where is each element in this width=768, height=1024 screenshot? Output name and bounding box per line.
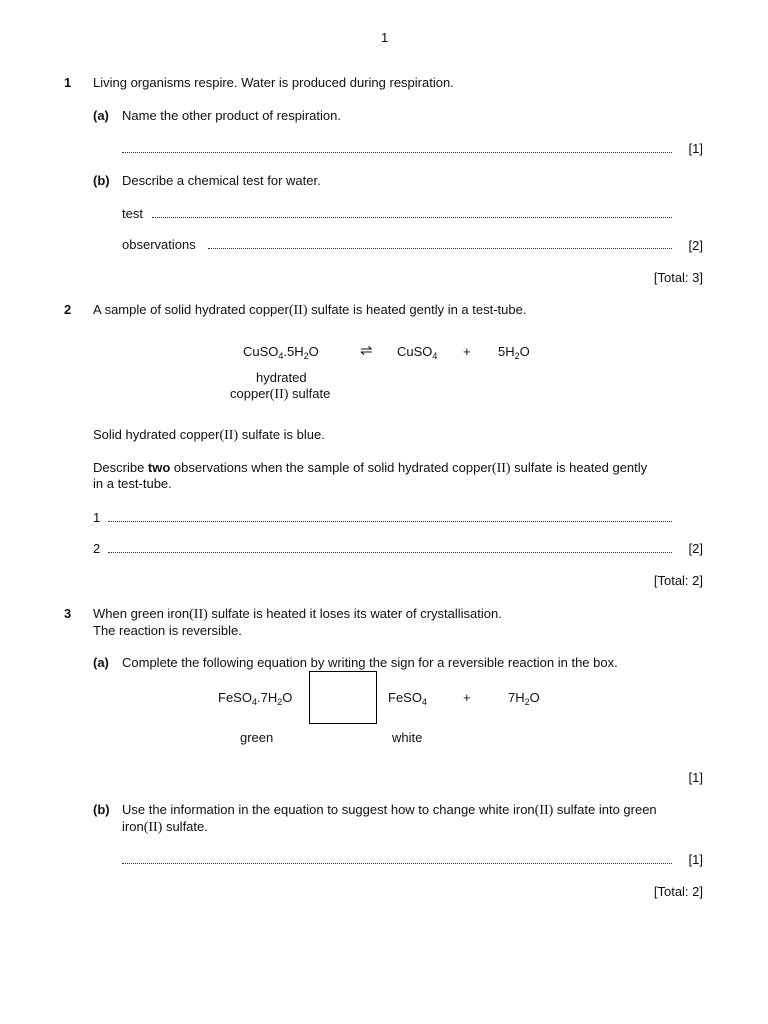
formula-part: 5H (498, 344, 515, 359)
oxidation-state: (II) (189, 607, 208, 622)
marks-2: [2] (688, 541, 703, 556)
question-2-colour-statement (93, 427, 325, 443)
formula-subscript: 2 (277, 697, 283, 707)
text: Use the information in the equation to suggest how to change white iron (122, 802, 535, 817)
question-3-number: 3 (64, 606, 72, 621)
oxidation-state: (II) (219, 428, 239, 443)
answer-1-label: 1 (93, 510, 101, 525)
question-2-stem (93, 302, 526, 318)
oxidation-state: (II) (269, 387, 289, 402)
product-colour-label: white (392, 730, 423, 745)
question-2-instruction-line-2: in a test-tube. (93, 476, 172, 491)
marks-1b: [2] (688, 238, 703, 253)
text: observations when the sample of solid hydrated copper (170, 460, 492, 475)
formula-part: CuSO (243, 344, 279, 359)
observations-label: observations (122, 237, 196, 252)
formula-part: O (282, 690, 293, 705)
oxidation-state: (II) (143, 820, 163, 835)
reactant-colour-label: green (240, 730, 274, 745)
reversible-arrow: ⇌ (360, 342, 373, 359)
answer-line-1b-test[interactable] (152, 217, 672, 218)
formula-part: O (519, 344, 530, 359)
question-3a-label: (a) (93, 655, 109, 670)
formula-subscript: 2 (514, 351, 520, 361)
formula-subscript: 2 (303, 351, 309, 361)
reactant-label-line-1: hydrated (256, 370, 307, 385)
marks-1a: [1] (688, 141, 703, 156)
formula-part: FeSO (218, 690, 252, 705)
formula-part: O (529, 690, 540, 705)
equation-3-product-1 (388, 690, 427, 705)
formula-subscript: 4 (251, 697, 257, 707)
formula-subscript: 4 (278, 351, 284, 361)
total-3: [Total: 2] (653, 884, 703, 899)
equation-product-1 (397, 344, 437, 359)
question-1-number: 1 (64, 75, 72, 90)
answer-line-3b[interactable] (122, 863, 672, 864)
answer-2-label: 2 (93, 541, 101, 556)
question-1a-text: Name the other product of respiration. (122, 108, 341, 123)
equation-reactant (243, 344, 319, 359)
oxidation-state: (II) (491, 461, 511, 476)
answer-line-1b-observations[interactable] (208, 248, 672, 249)
answer-line-1a[interactable] (122, 152, 672, 153)
text: iron (122, 819, 144, 834)
question-1a-label: (a) (93, 108, 109, 123)
text: Describe (93, 460, 148, 475)
formula-subscript: 4 (421, 697, 427, 707)
question-3a-text: Complete the following equation by writing the sign for a reversible reaction in the box. (122, 655, 618, 670)
reactant-label-line-2 (230, 386, 330, 402)
question-3-stem-line-1 (93, 606, 502, 622)
question-3b-text-line-1 (122, 802, 657, 818)
formula-part: 7H (508, 690, 525, 705)
total-2: [Total: 2] (653, 573, 703, 588)
question-3-stem-line-2: The reaction is reversible. (93, 623, 242, 638)
oxidation-state: (II) (534, 803, 554, 818)
formula-part: O (308, 344, 319, 359)
test-label: test (122, 206, 143, 221)
question-1b-text: Describe a chemical test for water. (122, 173, 321, 188)
equation-product-2 (498, 344, 530, 359)
oxidation-state: (II) (288, 303, 308, 318)
equation-3-product-2 (508, 690, 540, 705)
text: When green iron (93, 606, 190, 621)
text: sulfate is heated gently (510, 460, 648, 475)
question-3b-label: (b) (93, 802, 110, 817)
question-1-stem: Living organisms respire. Water is produced during respiration. (93, 75, 454, 90)
answer-line-2-2[interactable] (108, 552, 672, 553)
question-3b-text-line-2 (122, 819, 208, 835)
question-2-instruction-line-1 (93, 460, 647, 476)
formula-subscript: 4 (432, 351, 438, 361)
label-text: sulfate (288, 386, 331, 401)
marks-3b: [1] (688, 852, 703, 867)
equation-3-reactant (218, 690, 292, 705)
stem-text: A sample of solid hydrated copper (93, 302, 289, 317)
stem-text: sulfate is heated gently in a test-tube. (307, 302, 527, 317)
formula-part: CuSO (397, 344, 433, 359)
emphasis-text: two (147, 460, 171, 475)
text: sulfate is heated it loses its water of crystallisation. (207, 606, 502, 621)
formula-part: .5H (283, 344, 304, 359)
equation-plus: + (463, 344, 471, 359)
text: sulfate into green (553, 802, 657, 817)
total-1: [Total: 3] (653, 270, 703, 285)
text: Solid hydrated copper (93, 427, 220, 442)
answer-line-2-1[interactable] (108, 521, 672, 522)
formula-part: FeSO (388, 690, 422, 705)
formula-part: .7H (256, 690, 278, 705)
equation-3-plus: + (463, 690, 471, 705)
question-2-number: 2 (64, 302, 72, 317)
label-text: copper (230, 386, 270, 401)
text: sulfate is blue. (238, 427, 325, 442)
marks-3a: [1] (688, 770, 703, 785)
text: sulfate. (162, 819, 208, 834)
formula-subscript: 2 (524, 697, 530, 707)
reversible-sign-answer-box[interactable] (309, 671, 377, 724)
page-number: 1 (381, 30, 389, 45)
question-1b-label: (b) (93, 173, 110, 188)
